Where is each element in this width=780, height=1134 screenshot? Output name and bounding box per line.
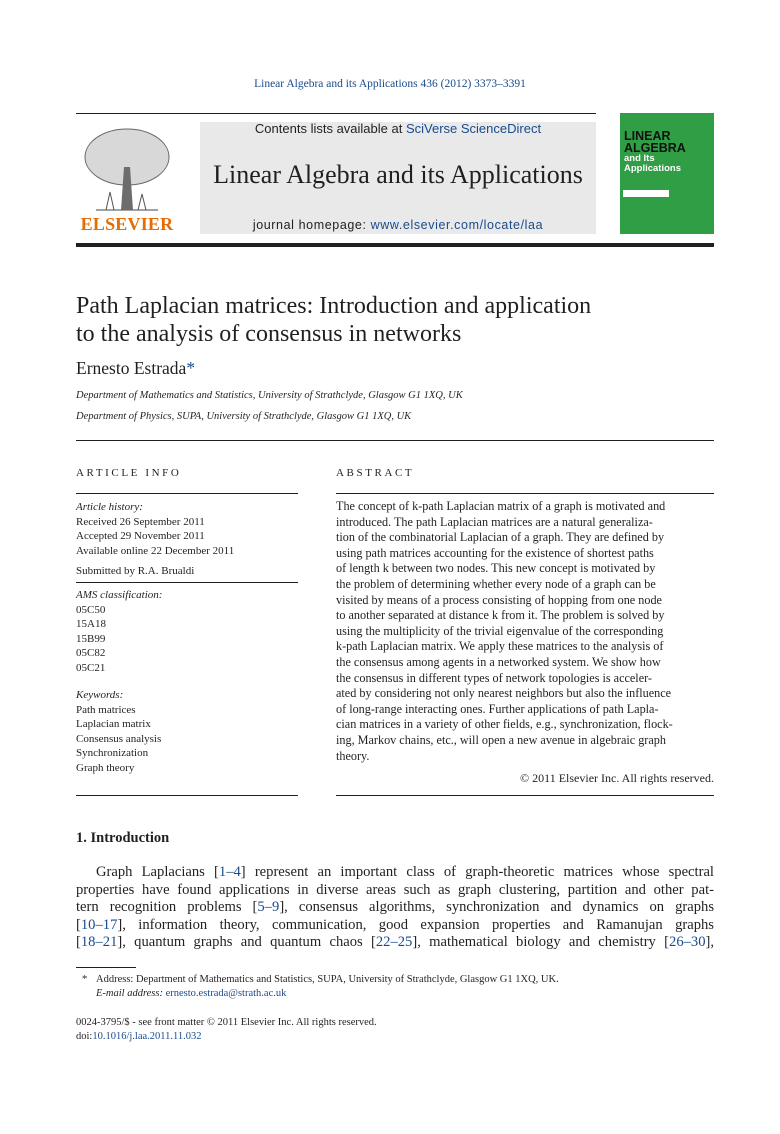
abstract-rule bbox=[336, 493, 714, 494]
cover-line4: Applications bbox=[624, 163, 682, 174]
keyword: Graph theory bbox=[76, 761, 135, 774]
cover-line3: and Its bbox=[624, 153, 655, 164]
ams-code: 05C21 bbox=[76, 661, 106, 674]
keyword: Laplacian matrix bbox=[76, 718, 151, 730]
abstract-text bbox=[336, 499, 714, 764]
footnote-mark: * bbox=[82, 974, 88, 985]
body-line bbox=[76, 934, 714, 952]
affiliation-1: Department of Mathematics and Statistics, University of Strathclyde, Glasgow G1 1XQ, UK bbox=[76, 390, 463, 401]
body-line bbox=[76, 899, 714, 917]
header-thick-rule bbox=[76, 243, 714, 247]
abstract-line: of length k between two nodes. This new concept is motivated by bbox=[336, 561, 656, 576]
body-line bbox=[76, 917, 714, 935]
abstract-line: theory. bbox=[336, 748, 370, 763]
body-text: properties have found applications in diverse areas such as graph clustering, partition and other pat- bbox=[76, 881, 714, 898]
article-info-heading: ARTICLE INFO bbox=[76, 467, 182, 479]
homepage-prefix: journal homepage: bbox=[252, 218, 371, 232]
article-info-rule bbox=[76, 493, 298, 494]
abstract-line: the consensus among agents in a networked system. We show how bbox=[336, 654, 661, 669]
title-line1: Path Laplacian matrices: Introduction and application bbox=[76, 293, 592, 319]
doi-link[interactable]: 10.1016/j.laa.2011.11.032 bbox=[92, 1031, 202, 1042]
citation-link[interactable]: 10–17 bbox=[80, 916, 118, 933]
keywords-label: Keywords: bbox=[76, 689, 124, 701]
abstract-line: ated by considering not only nearest neighbors but also the influence bbox=[336, 686, 672, 701]
body-text: ] represent an important class of graph-theoretic matrices whose spectral bbox=[240, 864, 714, 880]
body-text: Graph Laplacians [ bbox=[96, 864, 219, 880]
abstract-line: The concept of k-path Laplacian matrix of a graph is motivated and bbox=[336, 499, 666, 513]
article-info-bottom-rule bbox=[76, 795, 298, 796]
contents-line bbox=[200, 121, 596, 136]
citation-link[interactable]: 1–4 bbox=[218, 864, 241, 880]
cover-line1: LINEAR bbox=[624, 129, 671, 143]
citation-link[interactable]: 22–25 bbox=[375, 934, 413, 951]
abstract-bottom-rule bbox=[336, 795, 714, 796]
submitted-by: Submitted by R.A. Brualdi bbox=[76, 565, 195, 577]
ams-code: 15B99 bbox=[76, 632, 106, 645]
ams-rule bbox=[76, 582, 298, 583]
body-line bbox=[76, 864, 714, 882]
history-accepted: Accepted 29 November 2011 bbox=[76, 530, 205, 542]
keywords bbox=[76, 688, 161, 775]
history-online: Available online 22 December 2011 bbox=[76, 544, 235, 557]
abstract-line: the consensus in different types of network topologies is acceler- bbox=[336, 670, 652, 685]
abstract-copyright: © 2011 Elsevier Inc. All rights reserved. bbox=[520, 771, 714, 785]
author bbox=[76, 358, 195, 379]
abstract-line: of long-range interacting ones. Further applications of path Lapla- bbox=[336, 701, 659, 716]
homepage-link[interactable]: www.elsevier.com/locate/laa bbox=[370, 218, 544, 232]
ams-code: 05C82 bbox=[76, 647, 106, 659]
cover-line2: ALGEBRA bbox=[624, 141, 686, 155]
abstract-line: k-path Laplacian matrix. We apply these matrices to the analysis of bbox=[336, 639, 664, 654]
article-title bbox=[76, 292, 716, 348]
abstract-line: cian matrices in a variety of other fields, e.g., synchronization, flock- bbox=[336, 717, 673, 732]
cover-subtitle bbox=[624, 154, 712, 174]
history-label: Article history: bbox=[76, 501, 143, 513]
abstract-line: using path matrices accounting for the existence of shortest paths bbox=[336, 545, 654, 560]
abstract-line: visited by means of a process consisting of hopping from one node bbox=[336, 592, 662, 607]
cover-title bbox=[624, 130, 712, 154]
keyword: Synchronization bbox=[76, 747, 149, 759]
body-text: [ bbox=[76, 934, 81, 951]
history-received: Received 26 September 2011 bbox=[76, 515, 205, 528]
footnote-email bbox=[96, 988, 286, 999]
body-line bbox=[76, 882, 714, 900]
ams-code: 15A18 bbox=[76, 618, 106, 630]
abstract-line: the problem of determining whether every node of a graph can be bbox=[336, 576, 656, 591]
body-text: ], mathematical biology and chemistry [ bbox=[412, 934, 670, 951]
author-name[interactable]: Ernesto Estrada bbox=[76, 358, 187, 378]
abstract-heading: ABSTRACT bbox=[336, 467, 415, 479]
email-label: E-mail address: bbox=[96, 988, 166, 999]
sciencedirect-link[interactable]: SciVerse ScienceDirect bbox=[405, 121, 542, 136]
citation-link[interactable]: 26–30 bbox=[669, 934, 706, 951]
author-footnote-mark[interactable]: * bbox=[186, 358, 196, 378]
keyword: Path matrices bbox=[76, 703, 136, 716]
contents-prefix: Contents lists available at bbox=[254, 121, 406, 136]
section-heading-introduction: 1. Introduction bbox=[76, 830, 170, 846]
issn-line: 0024-3795/$ - see front matter © 2011 Elsevier Inc. All rights reserved. bbox=[76, 1017, 377, 1028]
cover-label-box bbox=[623, 190, 669, 197]
footnote-address: Address: Department of Mathematics and Statistics, SUPA, University of Strathclyde, Glasgow G1 1XQ, UK. bbox=[96, 974, 559, 985]
abstract-line: using the multiplicity of the trivial eigenvalue of the corresponding bbox=[336, 623, 664, 638]
article-history bbox=[76, 500, 234, 558]
abstract-line: introduced. The path Laplacian matrices are a natural generaliza- bbox=[336, 514, 653, 529]
title-line2: to the analysis of consensus in networks bbox=[76, 321, 462, 347]
journal-citation[interactable]: Linear Algebra and its Applications 436 (2012) 3373–3391 bbox=[254, 78, 526, 90]
keyword: Consensus analysis bbox=[76, 732, 162, 745]
journal-title: Linear Algebra and its Applications bbox=[213, 160, 583, 189]
journal-homepage bbox=[200, 218, 596, 232]
body-text: ], consensus algorithms, synchronization and dynamics on graphs bbox=[279, 899, 714, 916]
footnote-rule bbox=[76, 967, 136, 968]
email-link[interactable]: ernesto.estrada@strath.ac.uk bbox=[165, 988, 287, 999]
affiliation-2: Department of Physics, SUPA, University of Strathclyde, Glasgow G1 1XQ, UK bbox=[76, 411, 412, 422]
body-text: ], bbox=[705, 934, 715, 951]
body-text: ], information theory, communication, good expansion properties and Ramanujan graphs bbox=[117, 916, 714, 933]
header-rule bbox=[76, 113, 596, 114]
body-text: tern recognition problems [ bbox=[76, 899, 258, 916]
citation-link[interactable]: 5–9 bbox=[257, 899, 280, 916]
ams-classification bbox=[76, 588, 162, 675]
publisher-wordmark[interactable]: ELSEVIER bbox=[80, 214, 174, 234]
doi-line bbox=[76, 1031, 202, 1042]
ams-label: AMS classification: bbox=[76, 589, 163, 601]
introduction-body bbox=[76, 864, 714, 952]
citation-link[interactable]: 18–21 bbox=[80, 934, 118, 951]
abstract-line: tion of the combinatorial Laplacian of a graph. They are defined by bbox=[336, 530, 665, 545]
abstract-line: to another separated at distance k from it. The problem is solved by bbox=[336, 608, 665, 623]
doi-label: doi: bbox=[76, 1031, 93, 1042]
body-text: ], quantum graphs and quantum chaos [ bbox=[117, 934, 376, 951]
title-rule bbox=[76, 440, 714, 441]
abstract-line: ing, Markov chains, etc., will open a new avenue in algebraic graph bbox=[336, 732, 666, 747]
body-text: [ bbox=[76, 916, 81, 933]
ams-code: 05C50 bbox=[76, 603, 106, 616]
